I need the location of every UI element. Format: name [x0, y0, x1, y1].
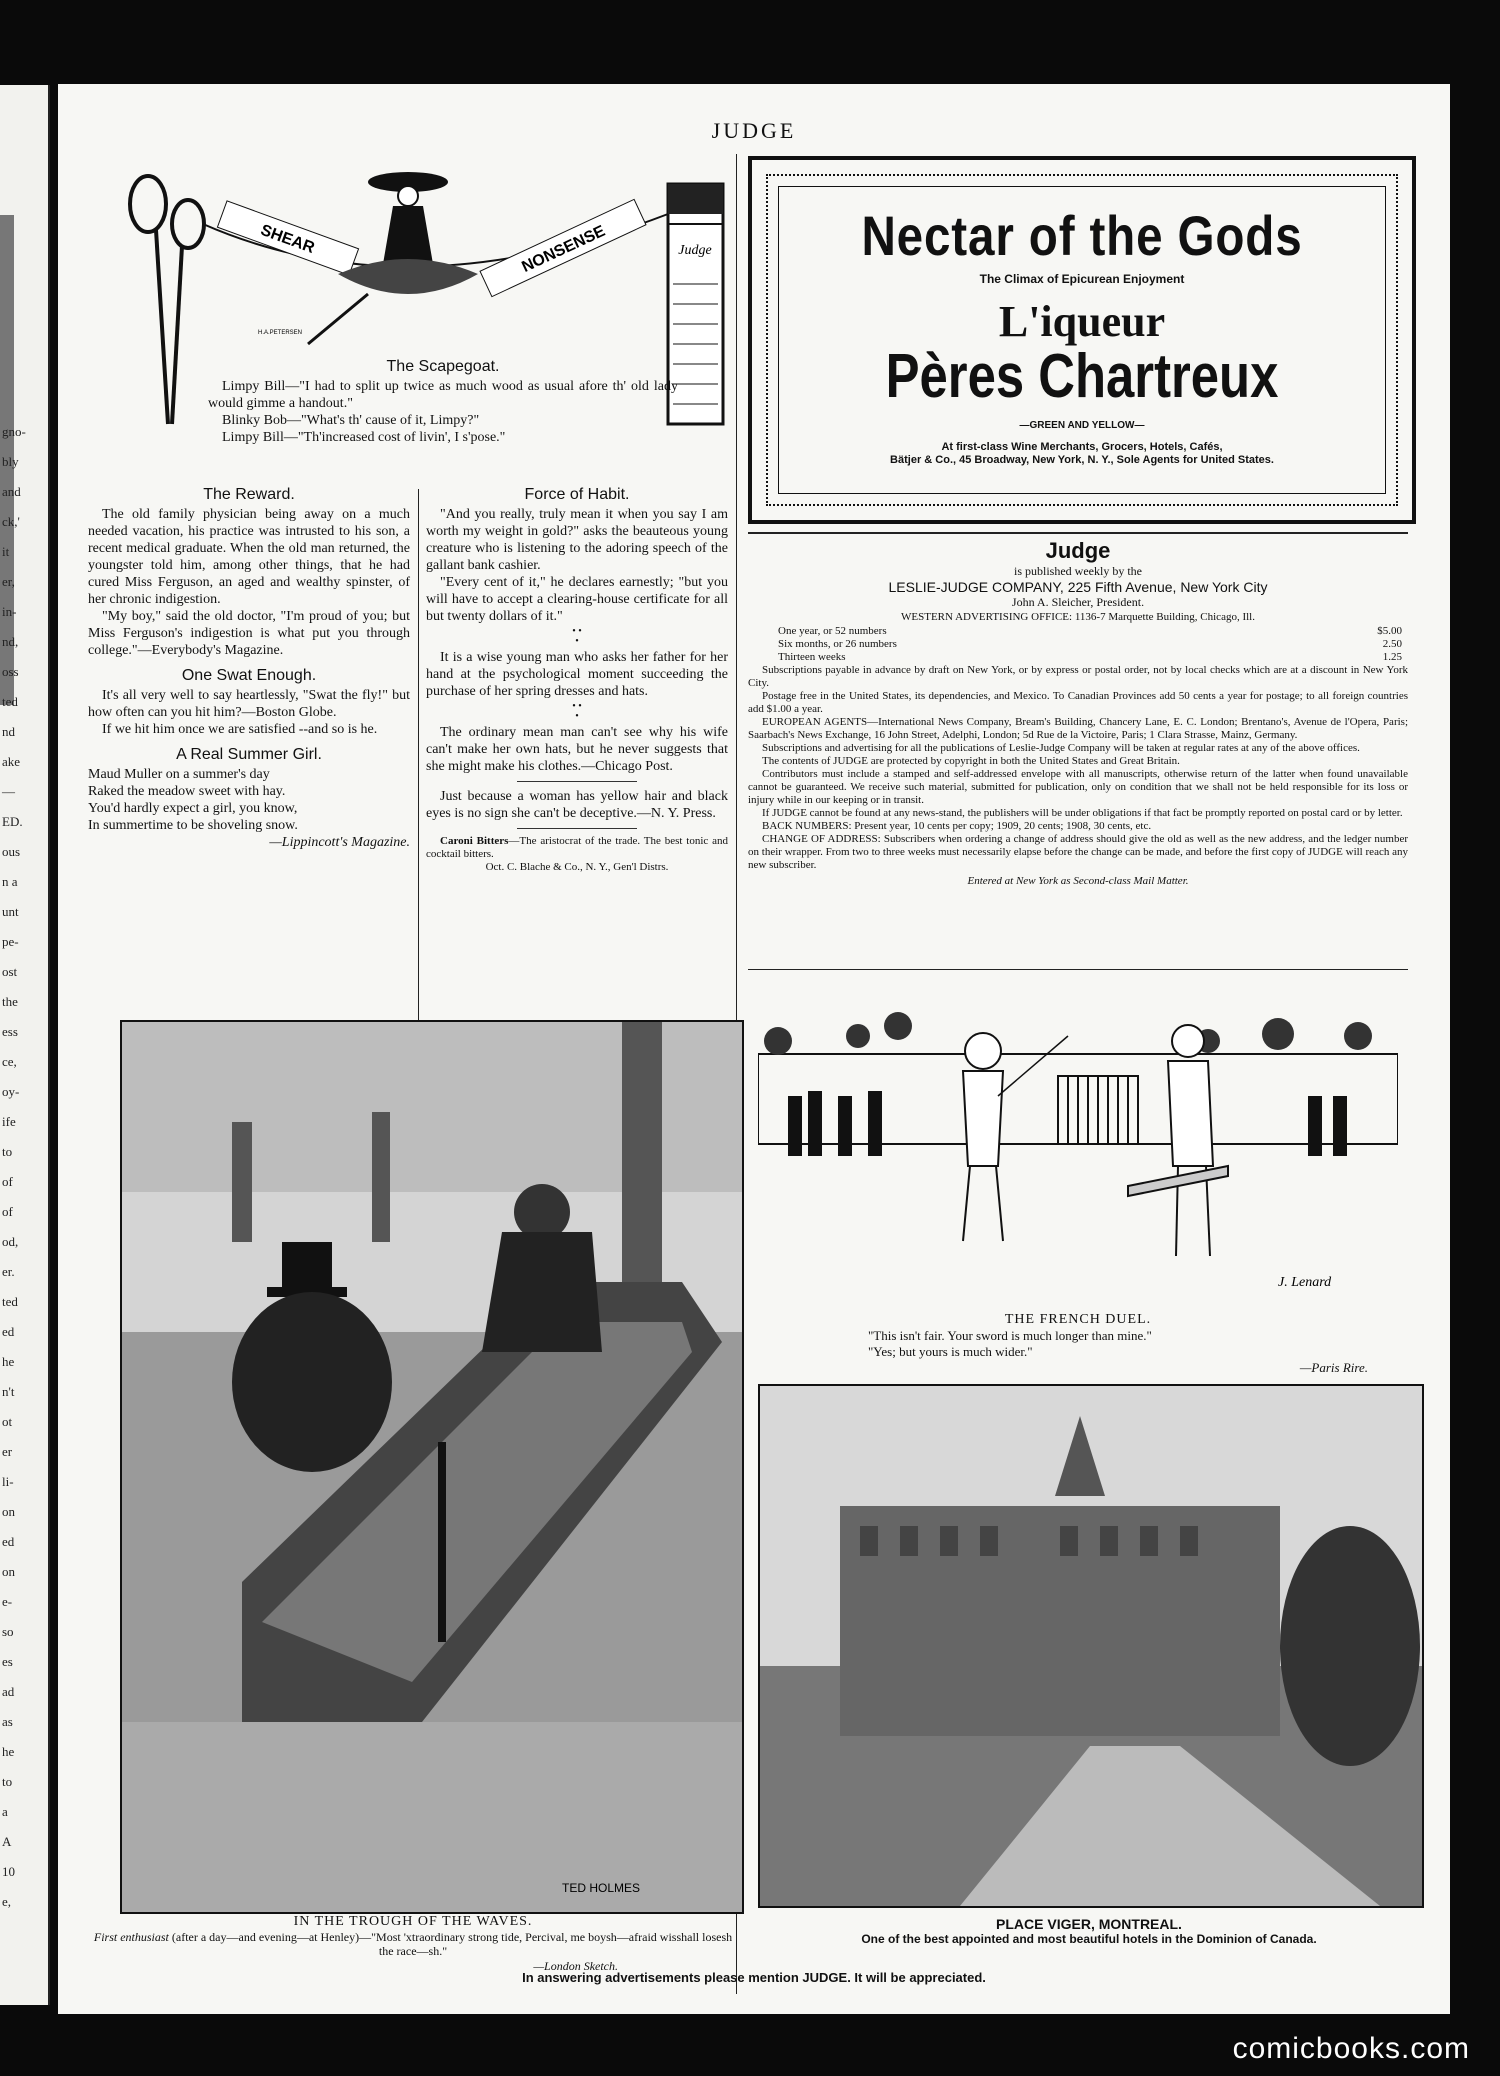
adjacent-page-fragment: bly: [2, 454, 19, 469]
masthead-notice: BACK NUMBERS: Present year, 10 cents per copy; 1909, 20 cents; 1908, 30 cents, etc.: [762, 820, 1152, 832]
masthead-notices: [748, 664, 1408, 872]
separator-rule: [517, 781, 637, 782]
ad-line: Bätjer & Co., 45 Broadway, New York, N. Y., Sole Agents for United States.: [890, 454, 1274, 466]
adjacent-page-fragment: unt: [2, 904, 19, 919]
adjacent-page-fragment: ed: [2, 1534, 15, 1549]
poem-line: In summertime to be shoveling snow.: [88, 818, 298, 833]
rate-price: $5.00: [1377, 625, 1402, 637]
adjacent-page-fragment: ck,': [2, 514, 20, 529]
caroni-distributor: Oct. C. Blache & Co., N. Y., Gen'l Distrs.: [485, 861, 669, 873]
duel-signature: J. Lenard: [1278, 1275, 1332, 1290]
banner-left-word: SHEAR: [258, 221, 317, 257]
rate-row: [748, 625, 1408, 638]
adjacent-page-fragment: ous: [2, 844, 21, 859]
ad-headline: Nectar of the Gods: [861, 204, 1303, 267]
adjacent-page-fragment: to: [2, 1774, 13, 1789]
ad-subhead: The Climax of Epicurean Enjoyment: [979, 272, 1185, 286]
caption-line: "Yes; but yours is much wider.": [868, 1344, 1033, 1359]
rate-row: [748, 651, 1408, 664]
caption-credit: —London Sketch.: [533, 1959, 618, 1973]
ad-line: At first-class Wine Merchants, Grocers, Hotels, Cafés,: [941, 441, 1223, 453]
adjacent-page-fragment: n a: [2, 874, 18, 889]
caption-quote: (after a day—and evening—at Henley)—"Most 'xtraordinary strong tide, Percival, me boysh—afraid wisshall losesh the race—sh.": [171, 1930, 733, 1958]
masthead-president: John A. Sleicher, President.: [1011, 595, 1145, 609]
book-label: Judge: [678, 243, 712, 258]
adjacent-page-fragment: of: [2, 1174, 13, 1189]
masthead-notice: Subscriptions payable in advance by draft on New York, or by express or postal order, not by local checks which are at a discount in New York City.: [748, 664, 1408, 689]
masthead-western-office: WESTERN ADVERTISING OFFICE: 1136-7 Marquette Building, Chicago, Ill.: [901, 611, 1255, 623]
adjacent-page-fragment: and: [2, 484, 21, 499]
adjacent-page-fragment: n't: [2, 1384, 15, 1399]
adjacent-page-fragment: ess: [2, 1024, 18, 1039]
duel-caption: [758, 1312, 1398, 1376]
chartreux-ad: [748, 156, 1416, 524]
adjacent-page-fragment: the: [2, 994, 18, 1009]
ad-border: [766, 174, 1398, 506]
rate-price: 1.25: [1382, 651, 1402, 663]
middle-column: [426, 482, 728, 873]
scissors-illustration: [130, 176, 204, 424]
adjacent-page-fragment: gno-: [2, 424, 26, 439]
trough-illustration: [120, 1020, 744, 1914]
separator-stars: • • •: [572, 626, 582, 647]
article-title: Force of Habit.: [524, 486, 630, 503]
adjacent-page-fragment: nd: [2, 724, 15, 739]
adjacent-page-fragment: er: [2, 1444, 13, 1459]
rate-row: [748, 638, 1408, 651]
article-paragraph: "Every cent of it," he declares earnestly; "but you will have to accept a clearing-house certificate for all but twenty dollars of it.": [426, 575, 728, 624]
viger-caption: [758, 1916, 1420, 1946]
article-line: Limpy Bill—"I had to split up twice as much wood as usual afore th' old lady would gimme a handout.": [208, 379, 678, 411]
masthead-notice: Subscriptions and advertising for all the publications of Leslie-Judge Company will be taken at regular rates at any of the above offices.: [762, 742, 1360, 754]
adjacent-page-fragment: —: [2, 784, 15, 799]
caption-text: [88, 1930, 738, 1958]
adjacent-page-fragment: ted: [2, 1294, 18, 1309]
article-title: The Scapegoat.: [386, 358, 500, 375]
article-paragraph: "And you really, truly mean it when you say I am worth my weight in gold?" asks the beauteous young creature who is listening to the adoring speech of the gallant bank cashier.: [426, 507, 728, 573]
banner-right-word: NONSENSE: [519, 222, 608, 277]
caption-credit: —Paris Rire.: [1299, 1360, 1368, 1375]
separator-stars: • • •: [572, 701, 582, 722]
poem-credit: —Lippincott's Magazine.: [269, 835, 410, 850]
caption-subtitle: One of the best appointed and most beautiful hotels in the Dominion of Canada.: [861, 1932, 1317, 1946]
article-scapegoat: [208, 354, 678, 446]
masthead-notice: Contributors must include a stamped and self-addressed envelope with all manuscripts, otherwise return of the latter when found unavailable cannot be guaranteed. We receive such material, submitted for publication, only on condition that we shall not be held responsible for its loss or injury while in our keeping or in transit.: [748, 768, 1408, 806]
article-paragraph: It is a wise young man who asks her father for her hand at the psychological moment succeeding the purchase of her spring dresses and hats.: [426, 650, 728, 699]
caption-speaker: First enthusiast: [93, 1930, 169, 1944]
article-title: The Reward.: [203, 486, 295, 503]
article-paragraph: The ordinary mean man can't see why his wife can't make her own hats, but he never suggests that she might make his clothes.—Chicago Post.: [426, 725, 728, 774]
article-paragraph: The old family physician being away on a much needed vacation, his practice was intrusted to his son, a recent medical graduate. When the old man returned, the youngster told him, among other things, that he had cured Miss Ferguson, an aged and wealthy spinster, of her chronic indigestion.: [88, 507, 410, 607]
article-paragraph: "My boy," said the old doctor, "I'm proud of you; but Miss Ferguson's indigestion is what put you through college."—Everybody's Magazine.: [88, 609, 410, 658]
article-line: Blinky Bob—"What's th' cause of it, Limpy?": [222, 413, 480, 428]
adjacent-page-fragment: it: [2, 544, 10, 559]
article-paragraph: If we hit him once we are satisfied --and so is he.: [102, 722, 378, 737]
masthead-company: LESLIE-JUDGE COMPANY, 225 Fifth Avenue, New York City: [888, 579, 1268, 595]
adjacent-page-fragment: od,: [2, 1234, 19, 1249]
caroni-text: —The aristocrat of the trade. The best tonic and cocktail bitters.: [426, 835, 728, 860]
ad-liqueur: L'iqueur: [998, 297, 1166, 346]
adjacent-page-fragment: e-: [2, 1594, 13, 1609]
masthead-notice: If JUDGE cannot be found at any news-stand, the publishers will be under obligations if that fact be promptly reported on postal card or by letter.: [762, 807, 1403, 819]
french-duel-cartoon: [758, 996, 1398, 1296]
adjacent-page-fragment: so: [2, 1624, 14, 1639]
rate-price: 2.50: [1382, 638, 1402, 650]
adjacent-page-fragment: ce,: [2, 1054, 17, 1069]
adjacent-page-strip: [0, 85, 50, 2005]
adjacent-page-fragment: to: [2, 1144, 13, 1159]
adjacent-page-fragment: er,: [2, 574, 15, 589]
page-header: JUDGE: [711, 118, 797, 143]
adjacent-page-fragment: a: [2, 1804, 8, 1819]
magazine-page: [58, 84, 1450, 2014]
caption-title: IN THE TROUGH OF THE WAVES.: [293, 1914, 533, 1929]
adjacent-page-fragment: nd,: [2, 634, 19, 649]
place-viger-photo: [758, 1384, 1424, 1908]
adjacent-page-fragment: he: [2, 1354, 15, 1369]
page-footer: In answering advertisements please mention JUDGE. It will be appreciated.: [522, 1970, 986, 1985]
hotel-photo-artwork: [760, 1386, 1422, 1906]
adjacent-page-fragment: of: [2, 1204, 13, 1219]
ad-brand: Pères Chartreux: [885, 342, 1279, 411]
ad-variety: —GREEN AND YELLOW—: [1019, 420, 1145, 431]
caroni-brand: Caroni Bitters: [440, 835, 509, 847]
masthead-title: Judge: [1045, 538, 1111, 563]
adjacent-page-fragment: ad: [2, 1684, 15, 1699]
separator-rule: [517, 828, 637, 829]
article-line: Limpy Bill—"Th'increased cost of livin', I s'pose.": [222, 430, 506, 445]
adjacent-page-fragment: on: [2, 1564, 15, 1579]
left-column: [88, 482, 410, 851]
article-title: A Real Summer Girl.: [176, 746, 322, 763]
masthead-notice: EUROPEAN AGENTS—International News Company, Bream's Building, Chancery Lane, E. C. London; Brentano's, Avenue de l'Opera, Paris; Saarbach's News Exchange, 16 John Street, Adelphi, London; 5d Rue de la Victoire, Paris; 1 Clara Strasse, Mainz, Germany.: [748, 716, 1408, 741]
caption-title: THE FRENCH DUEL.: [1004, 1312, 1152, 1327]
banner-signature: H.A.PETERSEN: [258, 330, 303, 336]
trough-artwork: [122, 1022, 742, 1912]
adjacent-page-fragment: he: [2, 1744, 15, 1759]
adjacent-page-fragment: A: [2, 1834, 12, 1849]
adjacent-page-fragment: 10: [2, 1864, 15, 1879]
adjacent-page-fragment: ife: [2, 1114, 16, 1129]
caption-title: PLACE VIGER, MONTREAL.: [996, 1916, 1182, 1932]
masthead-notice: CHANGE OF ADDRESS: Subscribers when ordering a change of address should give the old as well as the new address, and the ledger number on their wrapper. From two to three weeks must necessarily elapse before the change can be made, and before the first copy of JUDGE will reach any new subscriber.: [748, 833, 1408, 871]
adjacent-page-fragment: oss: [2, 664, 19, 679]
trees: [1280, 1526, 1420, 1766]
trough-caption: [88, 1914, 738, 1974]
adjacent-page-fragment: oy-: [2, 1084, 20, 1099]
adjacent-page-fragment: as: [2, 1714, 13, 1729]
column-rule: [418, 489, 419, 1069]
adjacent-page-fragment: in-: [2, 604, 17, 619]
poem-line: You'd hardly expect a girl, you know,: [88, 801, 298, 816]
poem-line: Raked the meadow sweet with hay.: [88, 784, 286, 799]
article-paragraph: Just because a woman has yellow hair and black eyes is no sign she can't be deceptive.—N. Y. Press.: [426, 789, 728, 821]
adjacent-page-fragment: ot: [2, 1414, 13, 1429]
adjacent-page-fragment: e,: [2, 1894, 12, 1909]
masthead-entered: Entered at New York as Second-class Mail Matter.: [967, 875, 1189, 887]
masthead-published: is published weekly by the: [1014, 564, 1142, 578]
adjacent-page-fragment: ED.: [2, 814, 23, 829]
masthead-notice: The contents of JUDGE are protected by copyright in both the United States and Great Britain.: [762, 755, 1180, 767]
adjacent-page-fragment: pe-: [2, 934, 19, 949]
trough-signature: TED HOLMES: [562, 1881, 641, 1895]
subscription-rates: [748, 625, 1408, 664]
caption-line: "This isn't fair. Your sword is much longer than mine.": [868, 1328, 1152, 1343]
adjacent-page-fragment: es: [2, 1654, 13, 1669]
rate-label: One year, or 52 numbers: [778, 625, 887, 637]
adjacent-page-fragment: ted: [2, 694, 18, 709]
adjacent-page-fragment: ake: [2, 754, 21, 769]
adjacent-page-fragment: er.: [2, 1264, 15, 1279]
masthead-notice: Postage free in the United States, its dependencies, and Mexico. To Canadian Provinces add 50 cents a year for postage; to all foreign countries add $1.00 a year.: [748, 690, 1408, 715]
article-paragraph: It's all very well to say heartlessly, "Swat the fly!" but how often can you hit him?—Boston Globe.: [88, 688, 410, 720]
adjacent-page-fragment: ost: [2, 964, 18, 979]
watermark: comicbooks.com: [1232, 2032, 1470, 2065]
masthead: [748, 532, 1408, 889]
adjacent-page-fragment: on: [2, 1504, 15, 1519]
section-rule: [748, 969, 1408, 970]
rate-label: Six months, or 26 numbers: [778, 638, 897, 650]
ad-content: [778, 186, 1386, 494]
adjacent-page-fragment: ed: [2, 1324, 15, 1339]
rate-label: Thirteen weeks: [778, 651, 846, 663]
article-title: One Swat Enough.: [181, 667, 317, 684]
adjacent-page-fragment: li-: [2, 1474, 14, 1489]
caroni-bitters-ad: [426, 835, 728, 861]
poem-line: Maud Muller on a summer's day: [88, 767, 270, 782]
